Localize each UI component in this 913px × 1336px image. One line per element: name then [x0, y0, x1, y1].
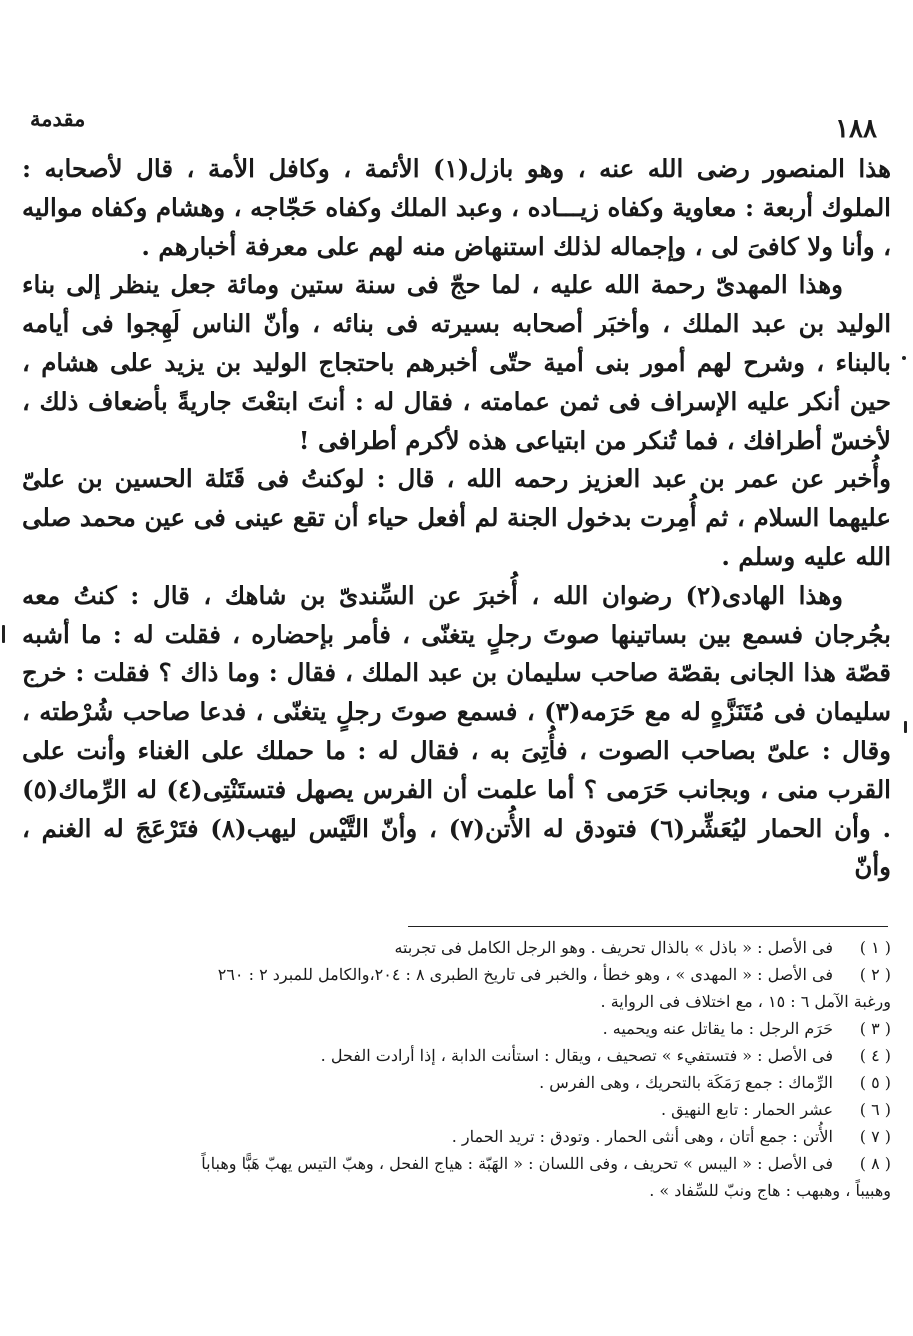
footnote-item [22, 934, 891, 961]
main-text [22, 150, 891, 926]
footnote-text: عشر الحمار : تابع النهيق . [660, 1100, 833, 1119]
footnote-number: ( ١ ) [859, 938, 891, 957]
footnote-text: فى الأصل : « باذل » بالذال تحريف . وهو الرجل الكامل فى تجربته [394, 938, 833, 957]
footnote-number: ( ٧ ) [859, 1127, 891, 1146]
footnote-item [22, 961, 891, 988]
page-number: ١٨٨ [835, 114, 877, 144]
footnote-number: ( ٤ ) [859, 1046, 891, 1065]
footnote-number: ( ٣ ) [859, 1019, 891, 1038]
footnote-number: ( ٥ ) [859, 1073, 891, 1092]
footnote-text: فى الأصل : « المهدى » ، وهو خطأ ، والخبر فى تاريخ الطبرى ٨ : ٢٠٤،والكامل للمبرد ٢ : ٢٦٠ [217, 965, 833, 984]
footnotes [22, 934, 891, 1264]
footnote-item [22, 1096, 891, 1123]
footnote-text: الأُتن : جمع أتان ، وهى أنثى الحمار . وتودق : تريد الحمار . [451, 1127, 833, 1146]
footnote-text: فى الأصل : « اليبس » تحريف ، وفى اللسان : « الهَبّة : هياج الفحل ، وهبّ التيس يهبّ هَبًّا وهباباً [201, 1154, 833, 1173]
scan-speck [2, 625, 5, 643]
footnote-text: فى الأصل : « فتستفيء » تصحيف ، ويقال : استأنت الدابة ، إذا أرادت الفحل . [320, 1046, 833, 1065]
footnote-number: ( ٨ ) [859, 1154, 891, 1173]
footnote-item [22, 1069, 891, 1096]
scan-speck [902, 356, 906, 360]
footnote-divider [408, 926, 888, 927]
footnote-item [22, 1042, 891, 1069]
footnote-number: ( ٦ ) [859, 1100, 891, 1119]
footnote-continuation: ورغبة الآمل ٦ : ١٥ ، مع اختلاف فى الرواية . [600, 992, 891, 1011]
footnote-text: الرِّماك : جمع رَمَكَة بالتحريك ، وهى الفرس . [539, 1073, 833, 1092]
footnote-item [22, 1123, 891, 1150]
footnote-continuation: وهبيباً ، وهبهب : هاج ونبّ للسِّفاد » . [649, 1181, 891, 1200]
footnote-item [22, 1015, 891, 1042]
footnote-item [22, 1150, 891, 1177]
paragraph-umar: وأُخبر عن عمر بن عبد العزيز رحمه الله ، قال : لوكنتُ فى قَتَلة الحسين بن علىّ عليهما السلام ، ثم أُمِرت بدخول الجنة لم أفعل حياء أن تقع عينى فى عين محمد صلى الله عليه وسلم . [22, 464, 891, 571]
paragraph-mansur: هذا المنصور رضى الله عنه ، وهو بازل(١) الأئمة ، وكافل الأمة ، قال لأصحابه : الملوك أربعة : معاوية وكفاه زيـــاده ، وعبد الملك وكفاه حَجّاجه ، وهشام وكفاه مواليه ، وأنا ولا كافىَ لى ، وإجماله لذلك استنهاض منه لهم على معرفة أخبارهم . [22, 154, 891, 261]
paragraph-mahdi: وهذا المهدىّ رحمة الله عليه ، لما حجّ فى سنة ستين ومائة جعل ينظر إلى بناء الوليد بن عبد الملك ، وأخبَر أصحابه بسيرته فى بنائه ، وأنّ الناس لَهِجوا فى أيامه بالبناء ، وشرح لهم أمور بنى أمية حتّى أخبرهم باحتجاج الوليد بن يزيد على هشام ، حين أنكر عليه الإسراف فى ثمن عمامته ، فقال له : أنتَ ابتعْتَ جاريةً بأضعاف ذلك ، لأخسّ أطرافك ، فما تُنكر من ابتياعى هذه لأكرم أطرافى ! [22, 270, 891, 455]
paragraph-hadi: وهذا الهادى(٢) رضوان الله ، أُخبرَ عن السِّندىّ بن شاهك ، قال : كنتُ معه بجُرجان فسمع بين بساتينها صوتَ رجلٍ يتغنّى ، فأمر بإحضاره ، فقلت له : ما أشبه قصّة هذا الجانى بقصّة صاحب سليمان بن عبد الملك ، فقال : وما ذاك ؟ فقلت : خرج سليمان فى مُتَنَزَّهٍ له مع حَرَمه(٣) ، فسمع صوتَ رجلٍ يتغنّى ، فدعا صاحب شُرْطته ، وقال : علىّ بصاحب الصوت ، فأُتِىَ به ، فقال له : ما حملك على الغناء وأنت على القرب منى ، وبجانب حَرَمى ؟ أما علمت أن الفرس يصهل فتستَنْتِى(٤) له الرِّماك(٥) . وأن الحمار ليُعَشِّر(٦) فتودق له الأُتن(٧) ، وأنّ التَّيْس ليهب(٨) فتَرْعَجَ له الغنم ، وأنّ [22, 580, 891, 882]
footnote-number: ( ٢ ) [859, 965, 891, 984]
running-head: مقدمة [30, 106, 86, 131]
scan-speck [904, 721, 907, 733]
footnote-text: حَرَم الرجل : ما يقاتل عنه ويحميه . [602, 1019, 833, 1038]
